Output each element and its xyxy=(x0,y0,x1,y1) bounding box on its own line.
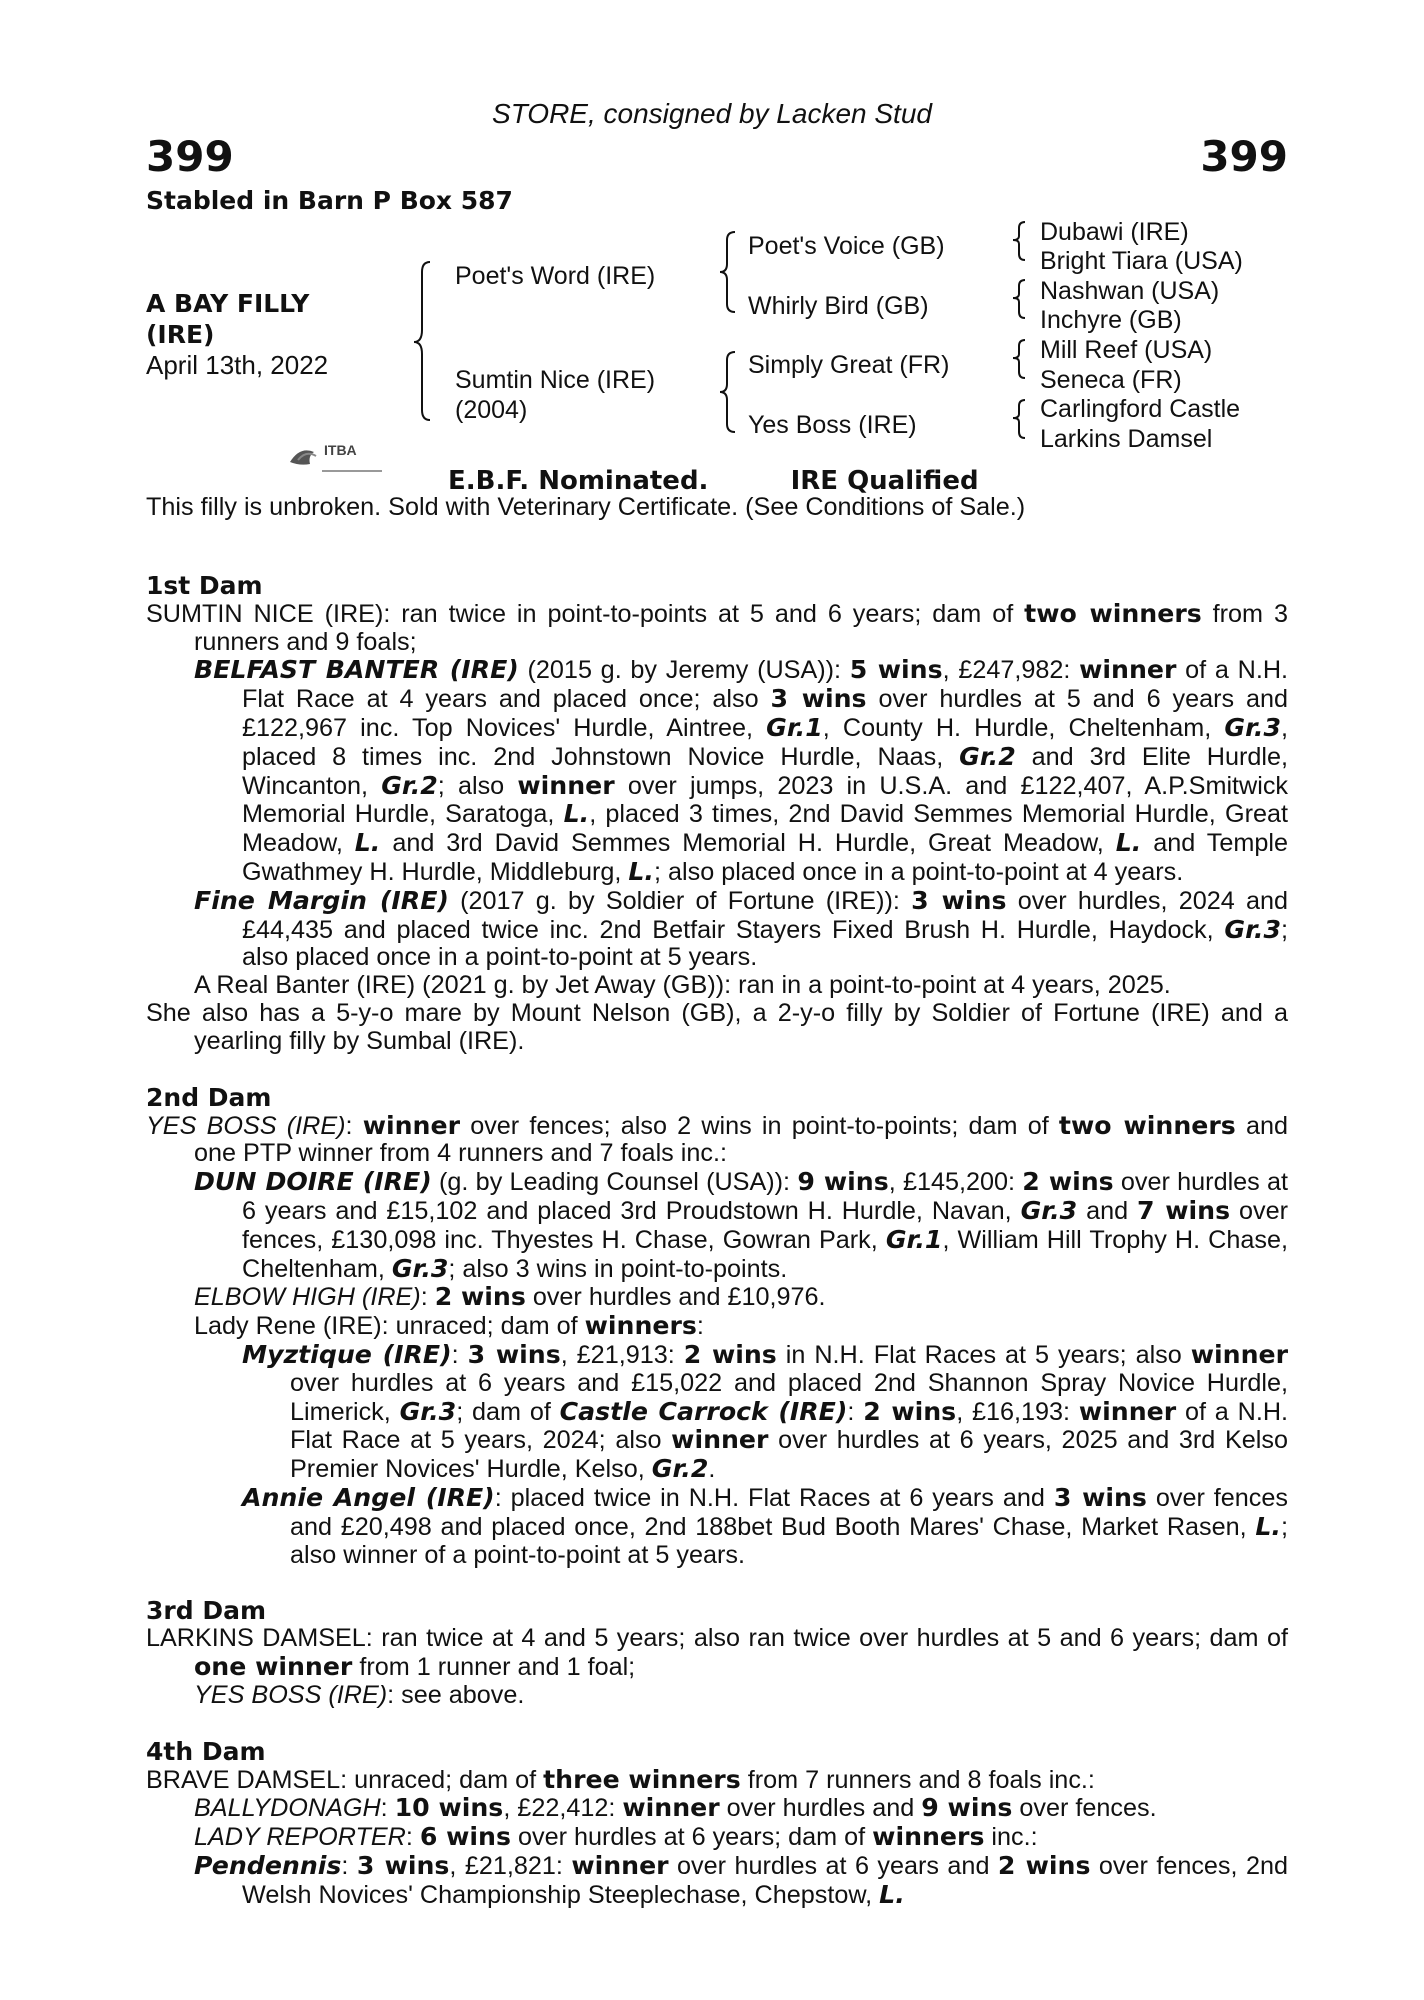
grandsire-3: Mill Reef (USA) xyxy=(1040,336,1213,364)
itba-logo xyxy=(286,440,406,474)
dam-name: Sumtin Nice (IRE) xyxy=(455,366,656,394)
first-dam-intro: SUMTIN NICE (IRE): ran twice in point-to-points at 5 and 6 years; dam of two winners from 3 runners and 9 foals; xyxy=(146,598,1288,656)
dam-sire-name: Simply Great (FR) xyxy=(748,351,950,379)
horse-name-line1: A BAY FILLY xyxy=(146,289,310,318)
catalogue-body xyxy=(146,494,1288,1910)
foaling-date: April 13th, 2022 xyxy=(146,350,329,380)
brace-g4 xyxy=(1013,400,1025,438)
ebf-nominated: E.B.F. Nominated. xyxy=(448,466,709,496)
horse-name-line2: (IRE) xyxy=(146,320,215,349)
progeny-ballydonagh: BALLYDONAGH: 10 wins, £22,412: winner over hurdles and 9 wins over fences. xyxy=(194,1793,1157,1823)
progeny-elbow-high: ELBOW HIGH (IRE): 2 wins over hurdles and £10,976. xyxy=(194,1282,826,1312)
brace-main xyxy=(414,262,430,420)
brace-g1 xyxy=(1013,222,1025,260)
stabling-info: Stabled in Barn P Box 587 xyxy=(146,186,513,215)
progeny-belfast-banter: BELFAST BANTER (IRE) (2015 g. by Jeremy (USA)): 5 wins, £247,982: winner of a N.H. Flat Race at 4 years and placed once; also 3 wins over hurdles at 5 and 6 years and £122,967 inc. Top Novices' Hurdle, Aintree, Gr.1, County H. Hurdle, Cheltenham, Gr.3, placed 8 times inc. 2nd Johnstown Novice Hurdle, Naas, Gr.2 and 3rd Elite Hurdle, Wincanton, Gr.2; also winner over jumps, 2023 in U.S.A. and £122,407, A.P.Smitwick Memorial Hurdle, Saratoga, L., placed 3 times, 2nd David Semmes Memorial Hurdle, Great Meadow, L. and 3rd David Semmes Memorial H. Hurdle, Great Meadow, L. and Temple Gwathmey H. Hurdle, Middleburg, L.; also placed once in a point-to-point at 4 years. xyxy=(194,655,1289,886)
ire-qualified: IRE Qualified xyxy=(790,466,979,496)
eligibility-badges xyxy=(448,466,979,496)
grandprogeny-myztique: Myztique (IRE): 3 wins, £21,913: 2 wins in N.H. Flat Races at 5 years; also winner over hurdles at 6 years and £15,022 and placed 2nd Shannon Spray Novice Hurdle, Limerick, Gr.3; dam of Castle Carrock (IRE): 2 wins, £16,193: winner of a N.H. Flat Race at 5 years, 2024; also winner over hurdles at 6 years, 2025 and 3rd Kelso Premier Novices' Hurdle, Kelso, Gr.2. xyxy=(242,1339,1289,1484)
lot-number-right: 399 xyxy=(1200,132,1288,181)
sale-note: This filly is unbroken. Sold with Veterinary Certificate. (See Conditions of Sale.) xyxy=(146,493,1026,521)
brace-sire xyxy=(720,232,735,312)
dam-dam-name: Yes Boss (IRE) xyxy=(748,411,917,439)
sire-dam-name: Whirly Bird (GB) xyxy=(748,292,929,320)
dam-year: (2004) xyxy=(455,396,528,424)
third-dam-progeny: YES BOSS (IRE): see above. xyxy=(194,1680,525,1709)
progeny-lady-rene: Lady Rene (IRE): unraced; dam of winners: xyxy=(194,1311,704,1341)
progeny-fine-margin: Fine Margin (IRE) (2017 g. by Soldier of Fortune (IRE)): 3 wins over hurdles, 2024 and £44,435 and placed twice inc. 2nd Betfair Stayers Fixed Brush H. Hurdle, Haydock, Gr.3; also placed once in a point-to-point at 5 years. xyxy=(194,885,1289,972)
third-dam-heading: 3rd Dam xyxy=(146,1596,266,1626)
fourth-dam-intro: BRAVE DAMSEL: unraced; dam of three winners from 7 runners and 8 foals inc.: xyxy=(146,1764,1095,1794)
second-dam-intro: YES BOSS (IRE): winner over fences; also 2 wins in point-to-points; dam of two winners and one PTP winner from 4 runners and 7 foals inc.: xyxy=(146,1110,1288,1168)
granddam-2: Inchyre (GB) xyxy=(1040,306,1182,334)
fourth-dam-heading: 4th Dam xyxy=(146,1736,266,1766)
grandprogeny-annie-angel: Annie Angel (IRE): placed twice in N.H. Flat Races at 6 years and 3 wins over fences and £20,498 and placed once, 2nd 188bet Bud Booth Mares' Chase, Market Rasen, L.; also winner of a point-to-point at 5 years. xyxy=(242,1482,1289,1569)
sire-name: Poet's Word (IRE) xyxy=(455,262,656,290)
granddam-3: Seneca (FR) xyxy=(1040,366,1182,394)
brace-g3 xyxy=(1013,340,1025,378)
consignment-subtitle: STORE, consigned by Lacken Stud xyxy=(492,98,932,129)
brace-g2 xyxy=(1013,280,1025,318)
grandprogeny-pendennis: Pendennis: 3 wins, £21,821: winner over hurdles at 6 years and 2 wins over fences, 2nd Welsh Novices' Championship Steeplechase, Chepstow, L. xyxy=(194,1851,1288,1909)
granddam-4: Larkins Damsel xyxy=(1040,425,1213,453)
sire-sire-name: Poet's Voice (GB) xyxy=(748,232,945,260)
lot-number-left: 399 xyxy=(146,132,234,181)
brace-dam xyxy=(720,352,735,432)
grandsire-4: Carlingford Castle xyxy=(1040,395,1241,423)
grandsire-2: Nashwan (USA) xyxy=(1040,277,1220,305)
first-dam-heading: 1st Dam xyxy=(146,570,263,600)
other-progeny: She also has a 5-y-o mare by Mount Nelson (GB), a 2-y-o filly by Soldier of Fortune (IRE) and a yearling filly by Sumbal (IRE). xyxy=(146,998,1288,1055)
progeny-lady-reporter: LADY REPORTER: 6 wins over hurdles at 6 years; dam of winners inc.: xyxy=(194,1822,1038,1852)
itba-logo-text: ITBA xyxy=(324,442,357,458)
third-dam-intro: LARKINS DAMSEL: ran twice at 4 and 5 years; also ran twice over hurdles at 5 and 6 years; dam of one winner from 1 runner and 1 foal; xyxy=(146,1624,1288,1682)
progeny-a-real-banter: A Real Banter (IRE) (2021 g. by Jet Away (GB)): ran in a point-to-point at 4 years, 2025. xyxy=(194,971,1171,1000)
granddam-1: Bright Tiara (USA) xyxy=(1040,247,1243,275)
progeny-dun-doire: DUN DOIRE (IRE) (g. by Leading Counsel (USA)): 9 wins, £145,200: 2 wins over hurdles at 6 years and £15,102 and placed 3rd Proudstown H. Hurdle, Navan, Gr.3 and 7 wins over fences, £130,098 inc. Thyestes H. Chase, Gowran Park, Gr.1, William Hill Trophy H. Chase, Cheltenham, Gr.3; also 3 wins in point-to-points. xyxy=(194,1167,1289,1283)
grandsire-1: Dubawi (IRE) xyxy=(1040,218,1189,246)
second-dam-heading: 2nd Dam xyxy=(146,1082,272,1112)
